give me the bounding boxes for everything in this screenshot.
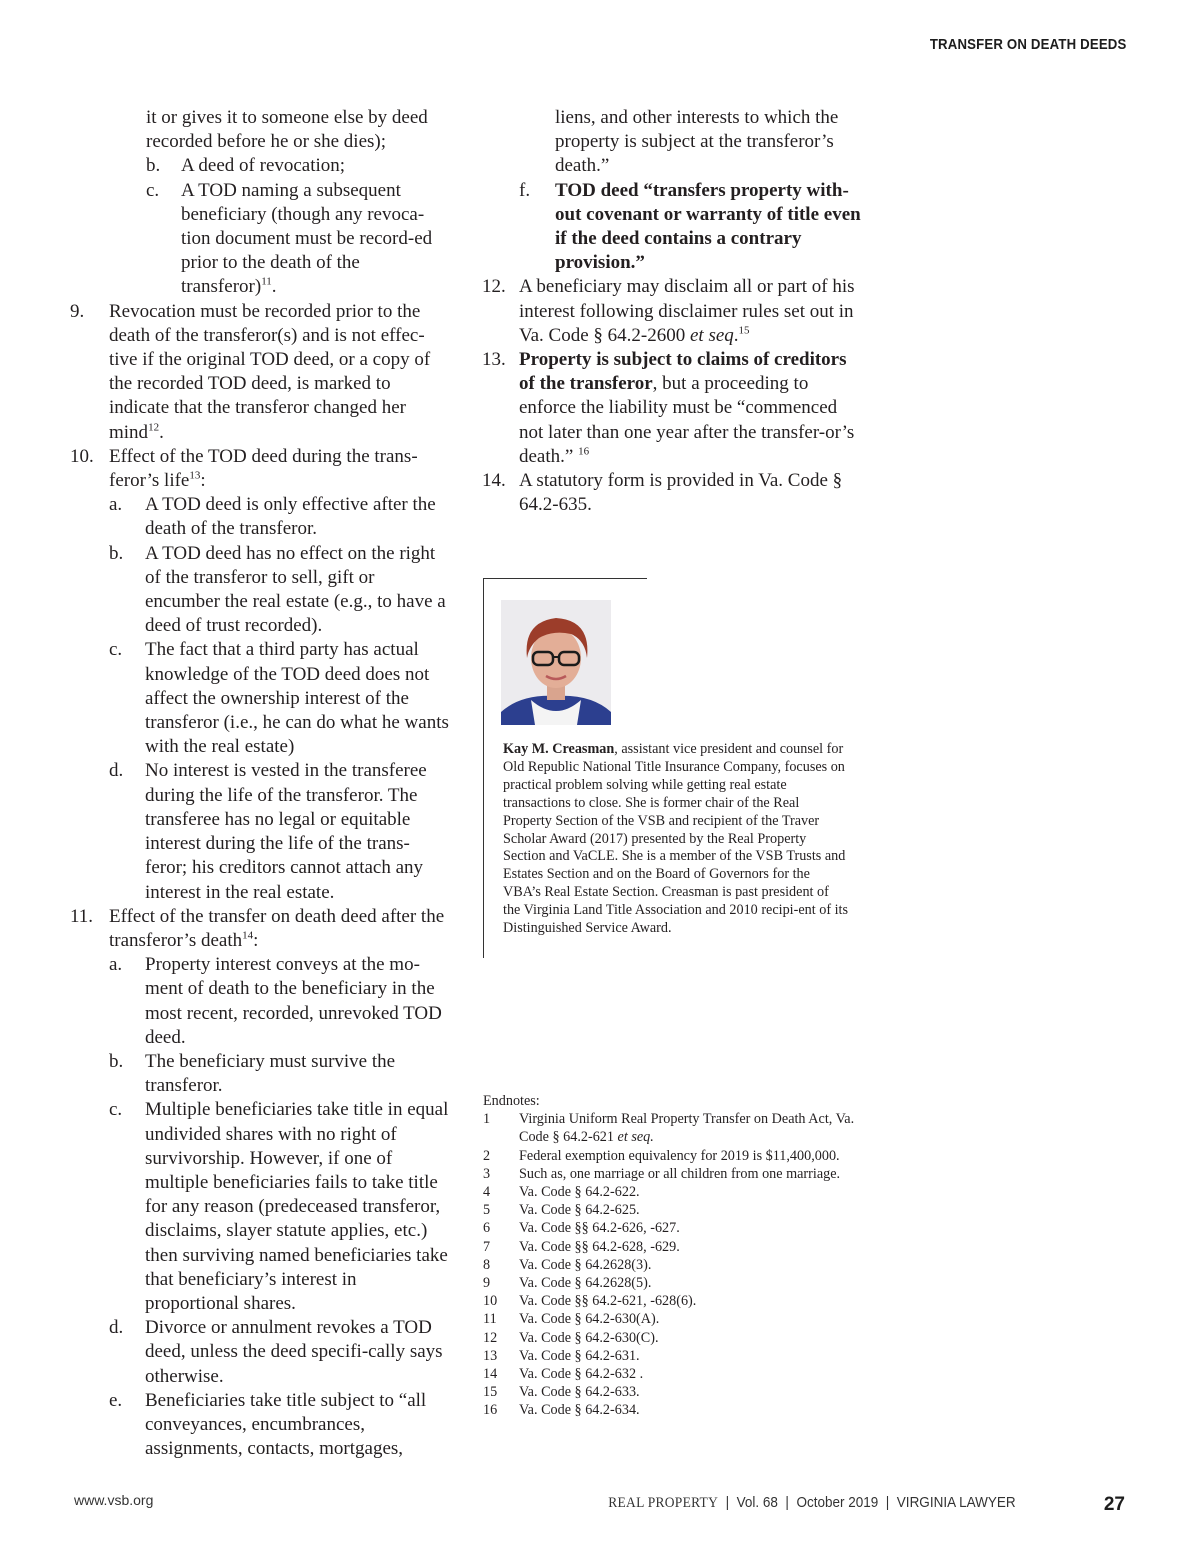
- footnote-ref[interactable]: 11: [261, 276, 272, 289]
- endnote-item: 11 Va. Code § 64.2-630(A).: [483, 1311, 660, 1328]
- footnote-ref[interactable]: 15: [738, 324, 750, 337]
- footer-publication-info: REAL PROPERTY | Vol. 68 | October 2019 | VIRGINIA LAWYER: [608, 1494, 1016, 1511]
- list-item: d. No interest is vested in the transferee during the life of the transferor. The transferee has no legal or equitable interest during the life of the trans-feror; his creditors cannot attach any interest in the real estate.: [109, 760, 427, 903]
- page-number: 27: [1103, 1494, 1125, 1515]
- footnote-ref[interactable]: 14: [242, 929, 254, 942]
- list-item: b. A TOD deed has no effect on the right of the transferor to sell, gift or encumber the real estate (e.g., to have a deed of trust recorded).: [109, 542, 446, 637]
- endnotes-title: Endnotes:: [483, 1093, 540, 1109]
- endnote-item: 1 Virginia Uniform Real Property Transfer on Death Act, Va. Code § 64.2-621 et seq.: [483, 1111, 855, 1146]
- list-item: liens, and other interests to which the property is subject at the transferor’s death.”: [555, 107, 839, 177]
- endnote-item: 9 Va. Code § 64.2628(5).: [483, 1275, 652, 1292]
- divider: [483, 578, 484, 958]
- endnote-item: 6 Va. Code §§ 64.2-626, -627.: [483, 1220, 680, 1237]
- endnote-item: 12 Va. Code § 64.2-630(C).: [483, 1329, 659, 1346]
- endnote-item: 13 Va. Code § 64.2-631.: [483, 1347, 640, 1364]
- endnote-item: 14 Va. Code § 64.2-632 .: [483, 1366, 644, 1383]
- endnote-item: 3 Such as, one marriage or all children from one marriage.: [483, 1165, 841, 1182]
- endnote-item: 2 Federal exemption equivalency for 2019 is $11,400,000.: [483, 1147, 840, 1164]
- endnotes: [483, 1092, 863, 1420]
- list-item: d. Divorce or annulment revokes a TOD deed, unless the deed specifi-cally says otherwise.: [109, 1317, 443, 1387]
- list-item: e. Beneficiaries take title subject to “all conveyances, encumbrances, assignments, contacts, mortgages,: [109, 1389, 427, 1460]
- list-item: 11. Effect of the transfer on death deed after the transferor’s death$^{14}$:: [70, 905, 445, 951]
- list-item: 9. Revocation must be recorded prior to the death of the transferor(s) and is not effec-tive if the original TOD deed, or a copy of the recorded TOD deed, is marked to indicate that the transferor changed her mind$^{12}$.: [70, 300, 431, 443]
- endnote-item: 10 Va. Code §§ 64.2-621, -628(6).: [483, 1293, 697, 1310]
- list-item: it or gives it to someone else by deed recorded before he or she dies);: [146, 107, 428, 153]
- footnote-ref[interactable]: 12: [148, 421, 160, 434]
- list-item: b. A deed of revocation;: [146, 155, 346, 177]
- list-item: 12. A beneficiary may disclaim all or part of his interest following disclaimer rules set out in Va. Code § 64.2-2600 et seq.$^{15}$: [482, 276, 855, 346]
- endnote-item: 8 Va. Code § 64.2628(3).: [483, 1256, 652, 1273]
- endnote-item: 5 Va. Code § 64.2-625.: [483, 1202, 640, 1219]
- list-item: f. TOD deed “transfers property with-out covenant or warranty of title even if the deed contains a contrary provision.”: [519, 179, 861, 274]
- divider: [483, 578, 647, 579]
- list-item: a. Property interest conveys at the mo-ment of death to the beneficiary in the most recent, recorded, unrevoked TOD deed.: [109, 954, 442, 1048]
- list-item: 13. Property is subject to claims of creditors of the transferor, but a proceeding to enforce the liability must be “commenced not later than one year after the transfer-or’s death.” $^{16}$: [482, 349, 855, 467]
- list-item: c. Multiple beneficiaries take title in equal undivided shares with no right of survivorship. However, if one of multiple beneficiaries fails to take title for any reason (predeceased transferor, disclaims, slayer statute applies, etc.) then surviving named beneficiaries take that beneficiary’s interest in proportional shares.: [109, 1099, 449, 1314]
- author-bio: [483, 578, 848, 958]
- list-item: 14. A statutory form is provided in Va. Code § 64.2-635.: [482, 470, 843, 516]
- list-item: c. A TOD naming a subsequent beneficiary (though any revoca-tion document must be record-ed prior to the death of the transferor)$^{11}$.: [146, 179, 433, 298]
- list-item: c. The fact that a third party has actual knowledge of the TOD deed does not affect the ownership interest of the transferor (i.e., he can do what he wants with the real estate): [109, 639, 449, 758]
- middle-column: [482, 106, 862, 517]
- footnote-ref[interactable]: 16: [578, 445, 590, 458]
- list-item: 10. Effect of the TOD deed during the trans-feror’s life$^{13}$:: [70, 445, 418, 492]
- left-column: [70, 106, 450, 1461]
- bio-text: Kay M. Creasman, assistant vice president and counsel for Old Republic National Title Insurance Company, focuses on practical problem solving while getting real estate transactions to close. She is former chair of the Real Property Section of the VSB and recipient of the Traver Scholar Award (2017) presented by the Real Property Section and VaCLE. She is a member of the VSB Trusts and Estates Section and on the Board of Governors for the VBA’s Real Estate Section. Creasman is past president of the Virginia Land Title Association and 2010 recipi-ent of its Distinguished Service Award.: [503, 741, 848, 937]
- author-photo: [501, 600, 611, 725]
- endnote-item: 16 Va. Code § 64.2-634.: [483, 1402, 640, 1419]
- endnote-item: 4 Va. Code § 64.2-622.: [483, 1184, 640, 1201]
- list-item: b. The beneficiary must survive the transferor.: [109, 1050, 396, 1097]
- running-header: TRANSFER ON DEATH DEEDS: [929, 36, 1126, 53]
- footer-website-link[interactable]: www.vsb.org: [74, 1492, 154, 1508]
- endnote-item: 15 Va. Code § 64.2-633.: [483, 1384, 640, 1401]
- endnote-item: 7 Va. Code §§ 64.2-628, -629.: [483, 1238, 680, 1255]
- list-item: a. A TOD deed is only effective after the death of the transferor.: [109, 494, 436, 540]
- footnote-ref[interactable]: 13: [189, 469, 201, 482]
